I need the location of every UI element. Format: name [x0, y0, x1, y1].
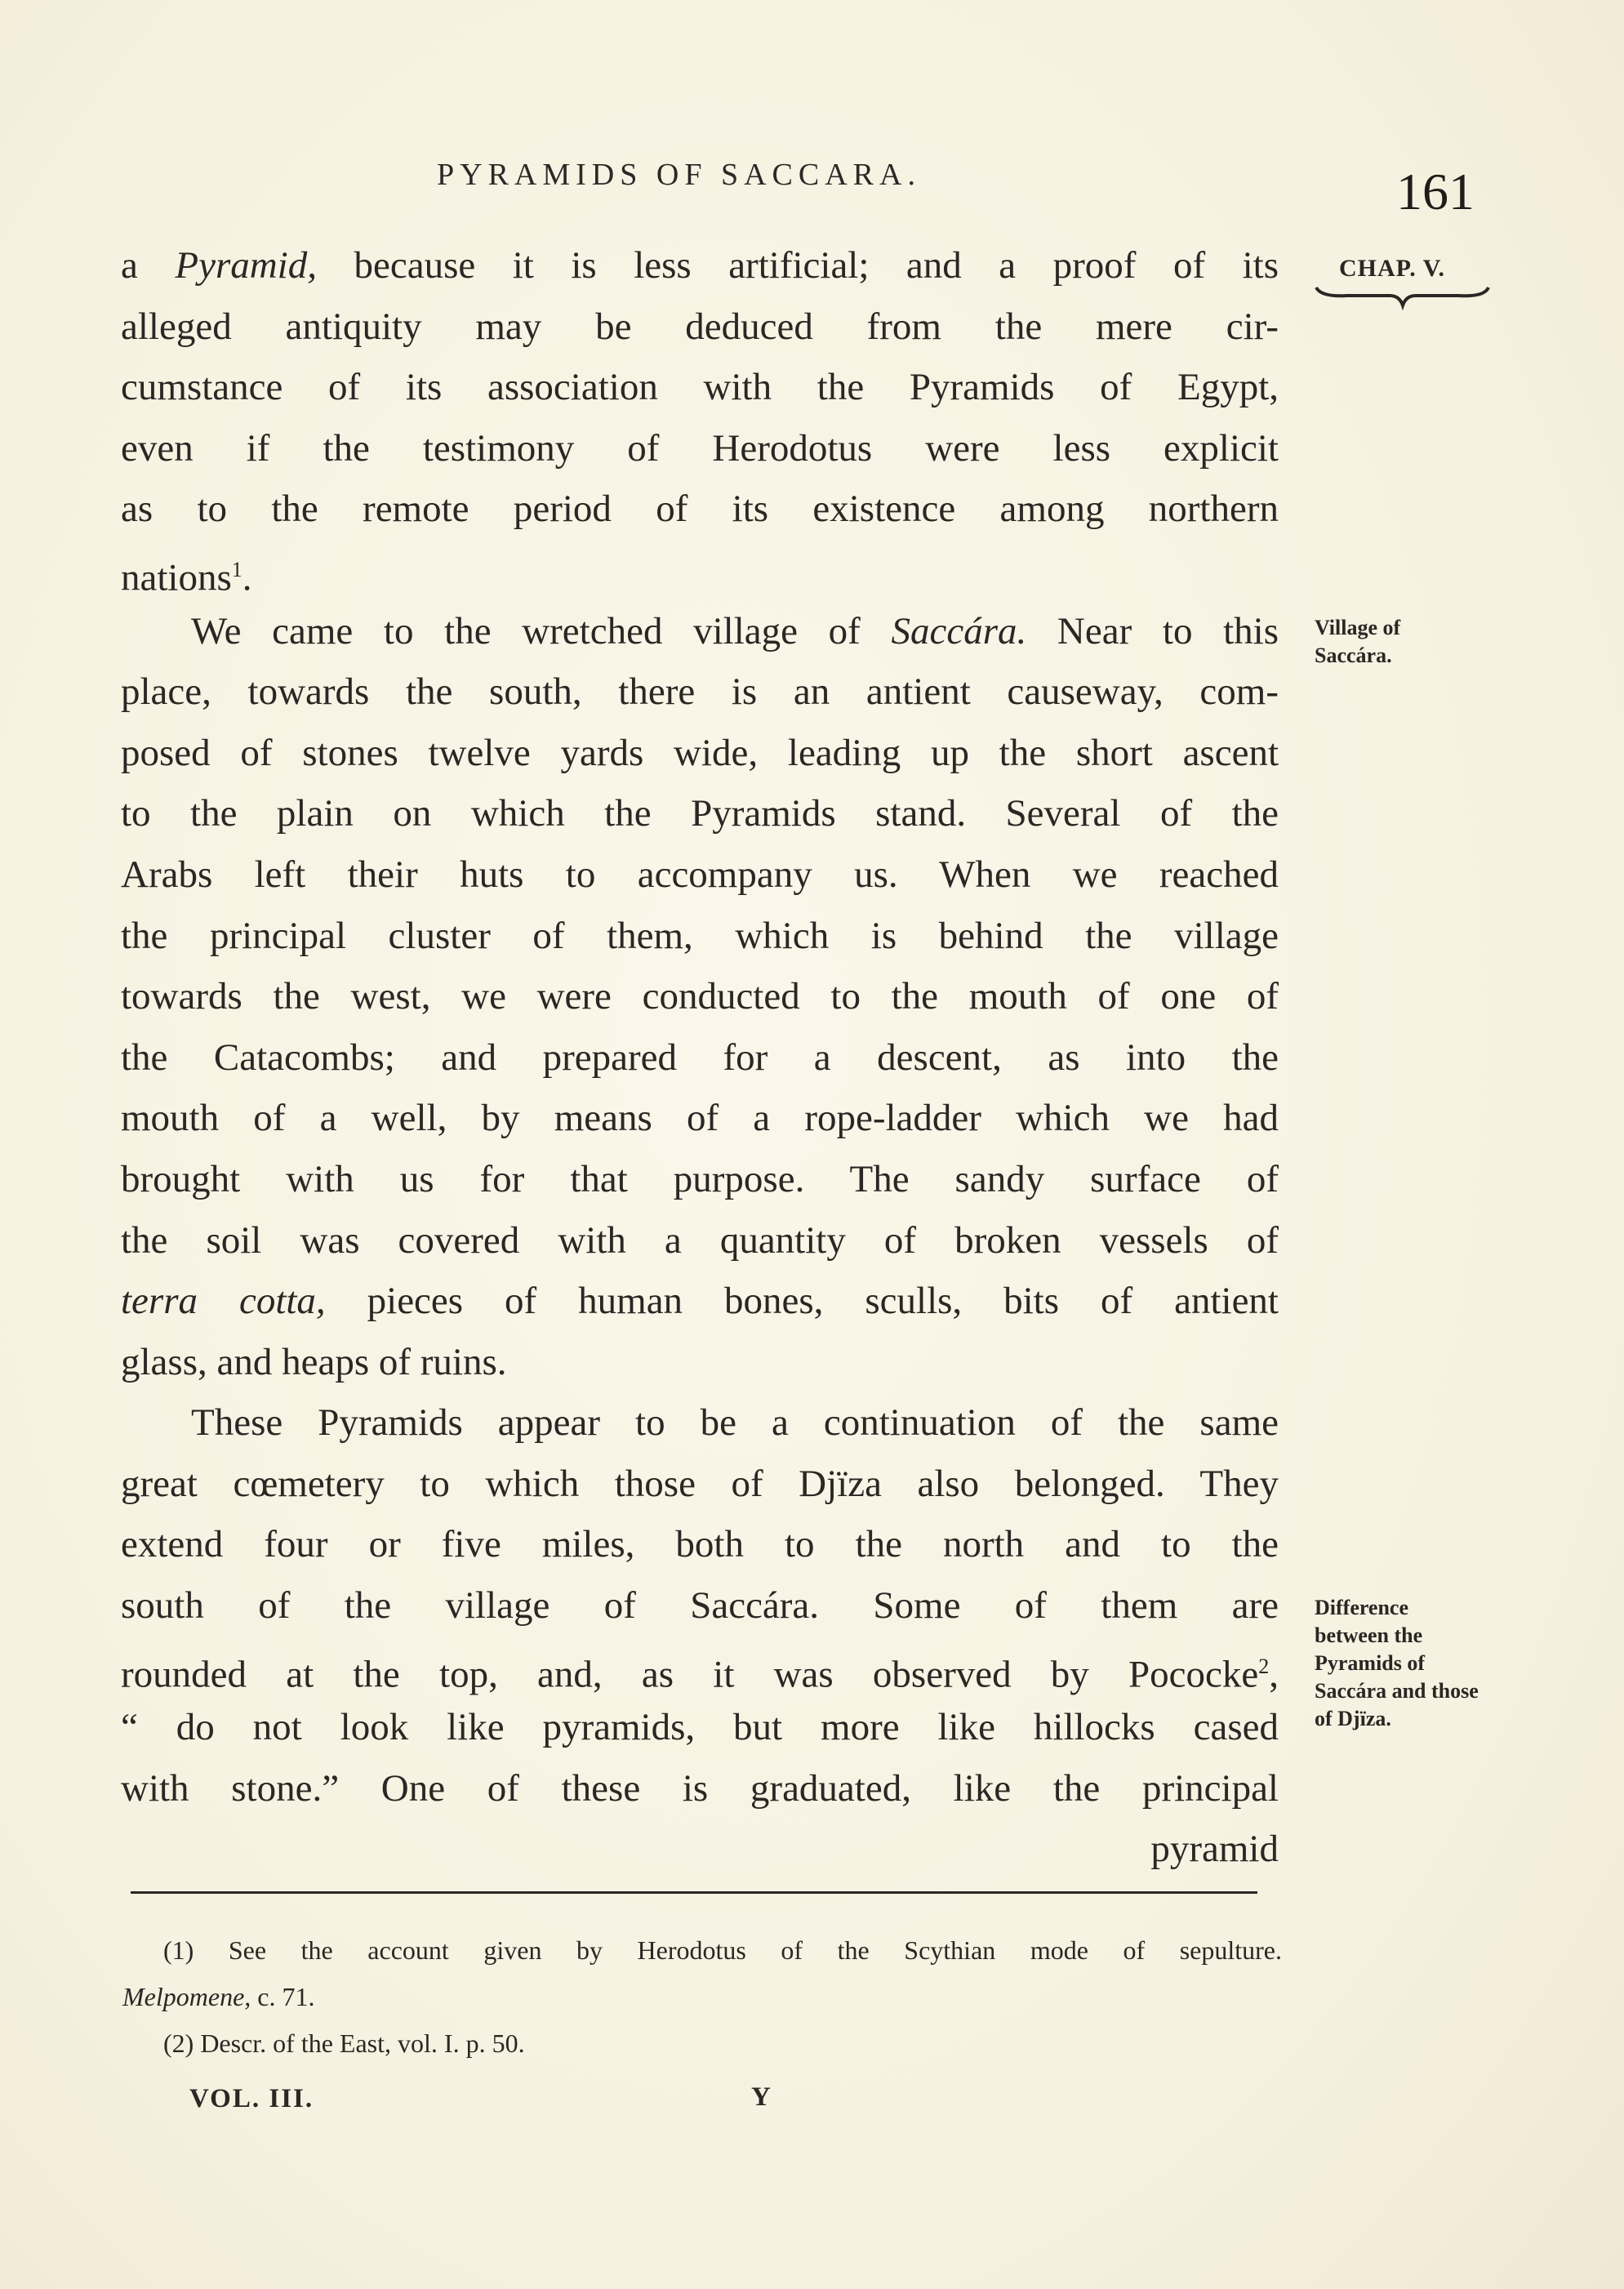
text-line: place, towards the south, there is an antient causeway, com- [121, 670, 1279, 714]
text-line: alleged antiquity may be deduced from the mere cir- [121, 305, 1279, 348]
footnote-ref: 2 [1258, 1654, 1270, 1678]
margin-note-difference: Difference between the Pyramids of Saccára and those of Djïza. [1315, 1596, 1479, 1730]
text-line: These Pyramids appear to be a continuation of the same [191, 1401, 1279, 1445]
main-text [121, 235, 1279, 1880]
text-line: even if the testimony of Herodotus were less explicit [121, 426, 1279, 470]
margin-note-village: Village of Saccára. [1315, 616, 1401, 667]
volume-label: VOL. III. [189, 2084, 314, 2113]
chapter-label: CHAP. V. [1339, 255, 1445, 282]
catchword: pyramid [1150, 1828, 1279, 1871]
text-line: great cœmetery to which those of Djïza also belonged. They [121, 1462, 1279, 1505]
text-line: brought with us for that purpose. The sandy surface of [121, 1157, 1279, 1200]
text-line: the principal cluster of them, which is behind the village [121, 914, 1279, 957]
text-line: the soil was covered with a quantity of broken vessels of [121, 1218, 1279, 1262]
text-line: south of the village of Saccára. Some of them are [121, 1584, 1279, 1628]
text-line: Arabs left their huts to accompany us. When we reached [121, 853, 1279, 896]
signature-mark: Y [751, 2082, 771, 2112]
text-line: to the plain on which the Pyramids stand. Several of the [121, 792, 1279, 835]
footnote-ref: 1 [231, 557, 242, 581]
text-line: with stone.” One of these is graduated, like the principal [121, 1766, 1279, 1810]
footnote-1-continued: Melpomene, c. 71. [122, 1982, 315, 2011]
text-line: nations$^1$. [121, 556, 252, 599]
text-line: posed of stones twelve yards wide, leading up the short ascent [121, 731, 1279, 774]
text-line: cumstance of its association with the Pyramids of Egypt, [121, 366, 1279, 409]
footnote-1: (1) See the account given by Herodotus of the Scythian mode of sepulture. [163, 1935, 1282, 1965]
footnotes [122, 1927, 1282, 2067]
footnote-divider [131, 1891, 1257, 1894]
text-line: We came to the wretched village of Saccára. Near to this [191, 609, 1279, 652]
running-title: PYRAMIDS OF SACCARA. [437, 158, 921, 192]
footnote-2: (2) Descr. of the East, vol. I. p. 50. [163, 2028, 525, 2058]
text-line: towards the west, we were conducted to the mouth of one of [121, 975, 1279, 1018]
text-line: “ do not look like pyramids, but more like hillocks cased [121, 1706, 1279, 1749]
text-line: the Catacombs; and prepared for a descent, as into the [121, 1035, 1279, 1079]
text-line: extend four or five miles, both to the north and to the [121, 1523, 1279, 1566]
chapter-brace-icon [1315, 284, 1490, 317]
text-line: terra cotta, pieces of human bones, sculls, bits of antient [121, 1280, 1279, 1323]
text-line: rounded at the top, and, as it was observed by Pococke$^2$, [121, 1653, 1279, 1696]
text-line: glass, and heaps of ruins. [121, 1340, 507, 1383]
text-line: mouth of a well, by means of a rope-ladder which we had [121, 1097, 1279, 1140]
text-line: a Pyramid, because it is less artificial; and a proof of its [121, 244, 1279, 287]
text-line: as to the remote period of its existence among northern [121, 488, 1279, 531]
page-number: 161 [1396, 163, 1475, 220]
